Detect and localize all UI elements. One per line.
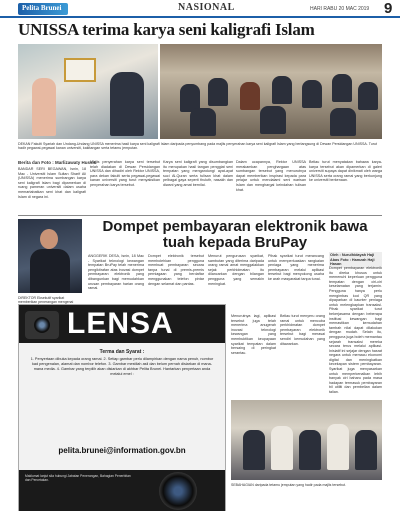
lensa-advert xyxy=(18,304,226,511)
story2-headline: Dompet pembayaran elektronik bawa tuah kepada BruPay xyxy=(102,218,368,251)
audience-figure xyxy=(271,426,293,470)
story2-column: ANGGERIK DESA, Isnin, 18 Mac - Syarikat teknologi kewangan tempatan BruPay telah menerima pengiktirafan atas inovasi dompet pembayaran elektronik yang dibangunkan bagi memudahkan urusan pembayaran harian orang ramai. xyxy=(88,254,144,291)
logo-text: Pelita Brunei xyxy=(22,4,62,12)
calligraphy-frame xyxy=(64,58,96,82)
story1-byline: Berita dan Foto : Marlizawaty Hussin xyxy=(18,160,97,165)
audience-figure xyxy=(355,430,377,470)
page-number: 9 xyxy=(384,0,393,17)
audience-figure xyxy=(302,80,322,108)
camera-icon xyxy=(25,311,59,339)
story1-column: Beliau turut menyatakan bahawa karya-karya tersebut akan dipamerkan di galeri universiti supaya dapat dinikmati oleh warga UNISSA serta orang ramai yang berkunjung ke universiti berkenaan. xyxy=(309,160,382,183)
story1-photo-left xyxy=(18,44,158,139)
advert-brand: LENSA xyxy=(67,307,174,340)
audience-figure xyxy=(243,430,265,470)
audience-figure xyxy=(208,78,228,106)
story2-sidebar-byline: Oleh : Nurulhidayah Haji Abas Foto : Hamzah Haji Hasan xyxy=(329,252,382,268)
advert-banner xyxy=(19,305,225,343)
person-body xyxy=(30,249,70,293)
advert-footer xyxy=(19,470,225,511)
audience-figure xyxy=(240,82,260,110)
audience-figure xyxy=(299,430,321,470)
audience-figure xyxy=(327,424,349,470)
story2-column: Dompet elektronik tersebut membolehkan pengguna membuat pembayaran secara tanpa tunai di premis-premis perniagaan yang berdaftar menggunakan telefon pintar dengan selamat dan pantas. xyxy=(148,254,204,286)
audience-figure xyxy=(190,108,216,136)
person-figure xyxy=(32,78,56,136)
audience-figure xyxy=(330,108,356,136)
section-title: NASIONAL xyxy=(178,2,235,13)
story1-column: BANDAR SERI BEGAWAN, Isnin, 18 Mac - Universiti Islam Sultan Sharif Ali (UNISSA) menerima sumbangan karya seni kaligrafi Islam bagi dipamerkan di ruang pameran universiti dalam usaha memartabatkan seni khat dan kaligrafi Islam di negara ini. xyxy=(18,167,86,199)
audience-figure xyxy=(358,82,378,110)
story2-column: Menurut pengurusan syarikat, sambutan yang diterima daripada orang ramai amat menggalakkan sejak perkhidmatan itu dilancarkan dengan bilangan pengguna yang semakin meningkat. xyxy=(208,254,264,286)
audience-figure xyxy=(332,74,352,102)
story1-photo-right xyxy=(160,44,382,139)
story3-column: Beliau turut menyeru orang ramai untuk mencuba perkhidmatan dompet pembayaran elektronik tersebut bagi merasai sendiri kemudahan yang ditawarkan. xyxy=(280,314,325,346)
story2-column: Pihak syarikat turut merancang untuk memperluaskan rangkaian peniaga yang menerima pembayaran melalui aplikasi tersebut bagi menyokong usaha ke arah masyarakat tanpa tunai. xyxy=(268,254,324,281)
story1-column: Majlis penyerahan karya seni tersebut telah diadakan di Dewan Persidangan UNISSA dan dihadiri oleh Rektor UNISSA, para dekan fakulti serta pegawai-pegawai kanan universiti yang turut menyaksikan penyerahan karya tersebut. xyxy=(90,160,160,187)
story1-column: Karya seni kaligrafi yang disumbangkan itu merupakan hasil tangan penggiat seni tempatan yang mengandungi ayat-ayat suci Al-Quran serta tulisan khat dalam pelbagai gaya seperti thuluth, nasakh dan diwani yang amat bernilai. xyxy=(163,160,233,187)
story1-column: Dalam ucapannya, Rektor UNISSA merakamkan penghargaan atas sumbangan tersebut yang menurutnya dapat memberikan inspirasi kepada para pelajar untuk mendalami seni warisan Islam dan menghargai keindahan tulisan khat. xyxy=(236,160,306,192)
story2-photo xyxy=(18,219,82,293)
story3-caption: SEBAHAGIAN daripada tetamu jemputan yang hadir pada majlis tersebut. xyxy=(231,483,346,487)
advert-footer-text: Maklumat lanjut sila hubungi Jabatan Penerangan, Bahagian Penerbitan dan Percetakan. xyxy=(25,474,131,483)
story3-column: Menurutnya lagi, aplikasi tersebut juga telah menerima anugerah inovasi teknologi kewangan yang membuktikan keupayaan syarikat tempatan dalam bersaing di peringkat serantau. xyxy=(231,314,276,355)
story2-sidebar-text: Dompet pembayaran elektronik itu direka khusus untuk memenuhi keperluan pengguna tempatan dengan ciri-ciri keselamatan yang terjamin. Pengguna hanya perlu mengimbas kod QR yang dipaparkan di kaunter peniaga untuk melengkapkan transaksi. Pihak syarikat turut bekerjasama dengan beberapa institusi kewangan bagi memastikan kemudahan tambah nilai dapat dilakukan dengan mudah. Selain itu, pengguna juga boleh memantau sejarah transaksi mereka secara terus melalui aplikasi. Inisiatif ini sejajar dengan hasrat negara untuk memacu ekonomi digital dan meningkatkan kecekapan sistem pembayaran. Syarikat juga menyasarkan untuk memperkenalkan lebih banyak ciri baharu pada masa hadapan termasuk pembayaran bil utiliti dan pembelian dalam talian. xyxy=(329,266,382,395)
advert-terms-title: Terma dan Syarat : xyxy=(99,349,145,355)
camera-lens-icon xyxy=(159,472,197,510)
audience-figure xyxy=(272,76,292,104)
story3-photo xyxy=(231,400,382,480)
advert-email: pelita.brunei@information.gov.bn xyxy=(58,446,186,455)
person-figure xyxy=(110,72,144,136)
story2-caption: DIREKTOR Eksekutif syarikat memberikan penerangan mengenai xyxy=(18,296,74,305)
advert-terms: 1. Penyertaan dibuka kepada orang ramai. 2. Setiap gambar perlu dilampirkan dengan nama penuh, nombor kad pengenalan, alamat dan nombor telefon. 3. Gambar mestilah asli dan belum pernah disiarkan di mana-mana media. 4. Gambar yang terpilih akan disiarkan di akhbar Pelita Brunei. Hantarkan penyertaan anda melalui emel : xyxy=(30,357,214,376)
story1-headline: UNISSA terima karya seni kaligrafi Islam xyxy=(18,20,315,39)
person-head xyxy=(40,229,58,249)
story1-caption: DEKAN Fakulti Syariah dan Undang-Undang UNISSA menerima hasil karya seni kaligrafi Islam daripada penyumbang pada majlis penyerahan karya seni kaligrafi Islam yang berlangsung di Dewan Persidangan UNISSA. Turut hadir pegawai-pegawai kanan universiti, kakitangan serta tetamu jemputan. xyxy=(18,142,377,151)
divider xyxy=(18,215,382,216)
issue-date: HARI RABU 20 MAC 2019 xyxy=(310,6,370,12)
audience-figure xyxy=(260,106,286,134)
